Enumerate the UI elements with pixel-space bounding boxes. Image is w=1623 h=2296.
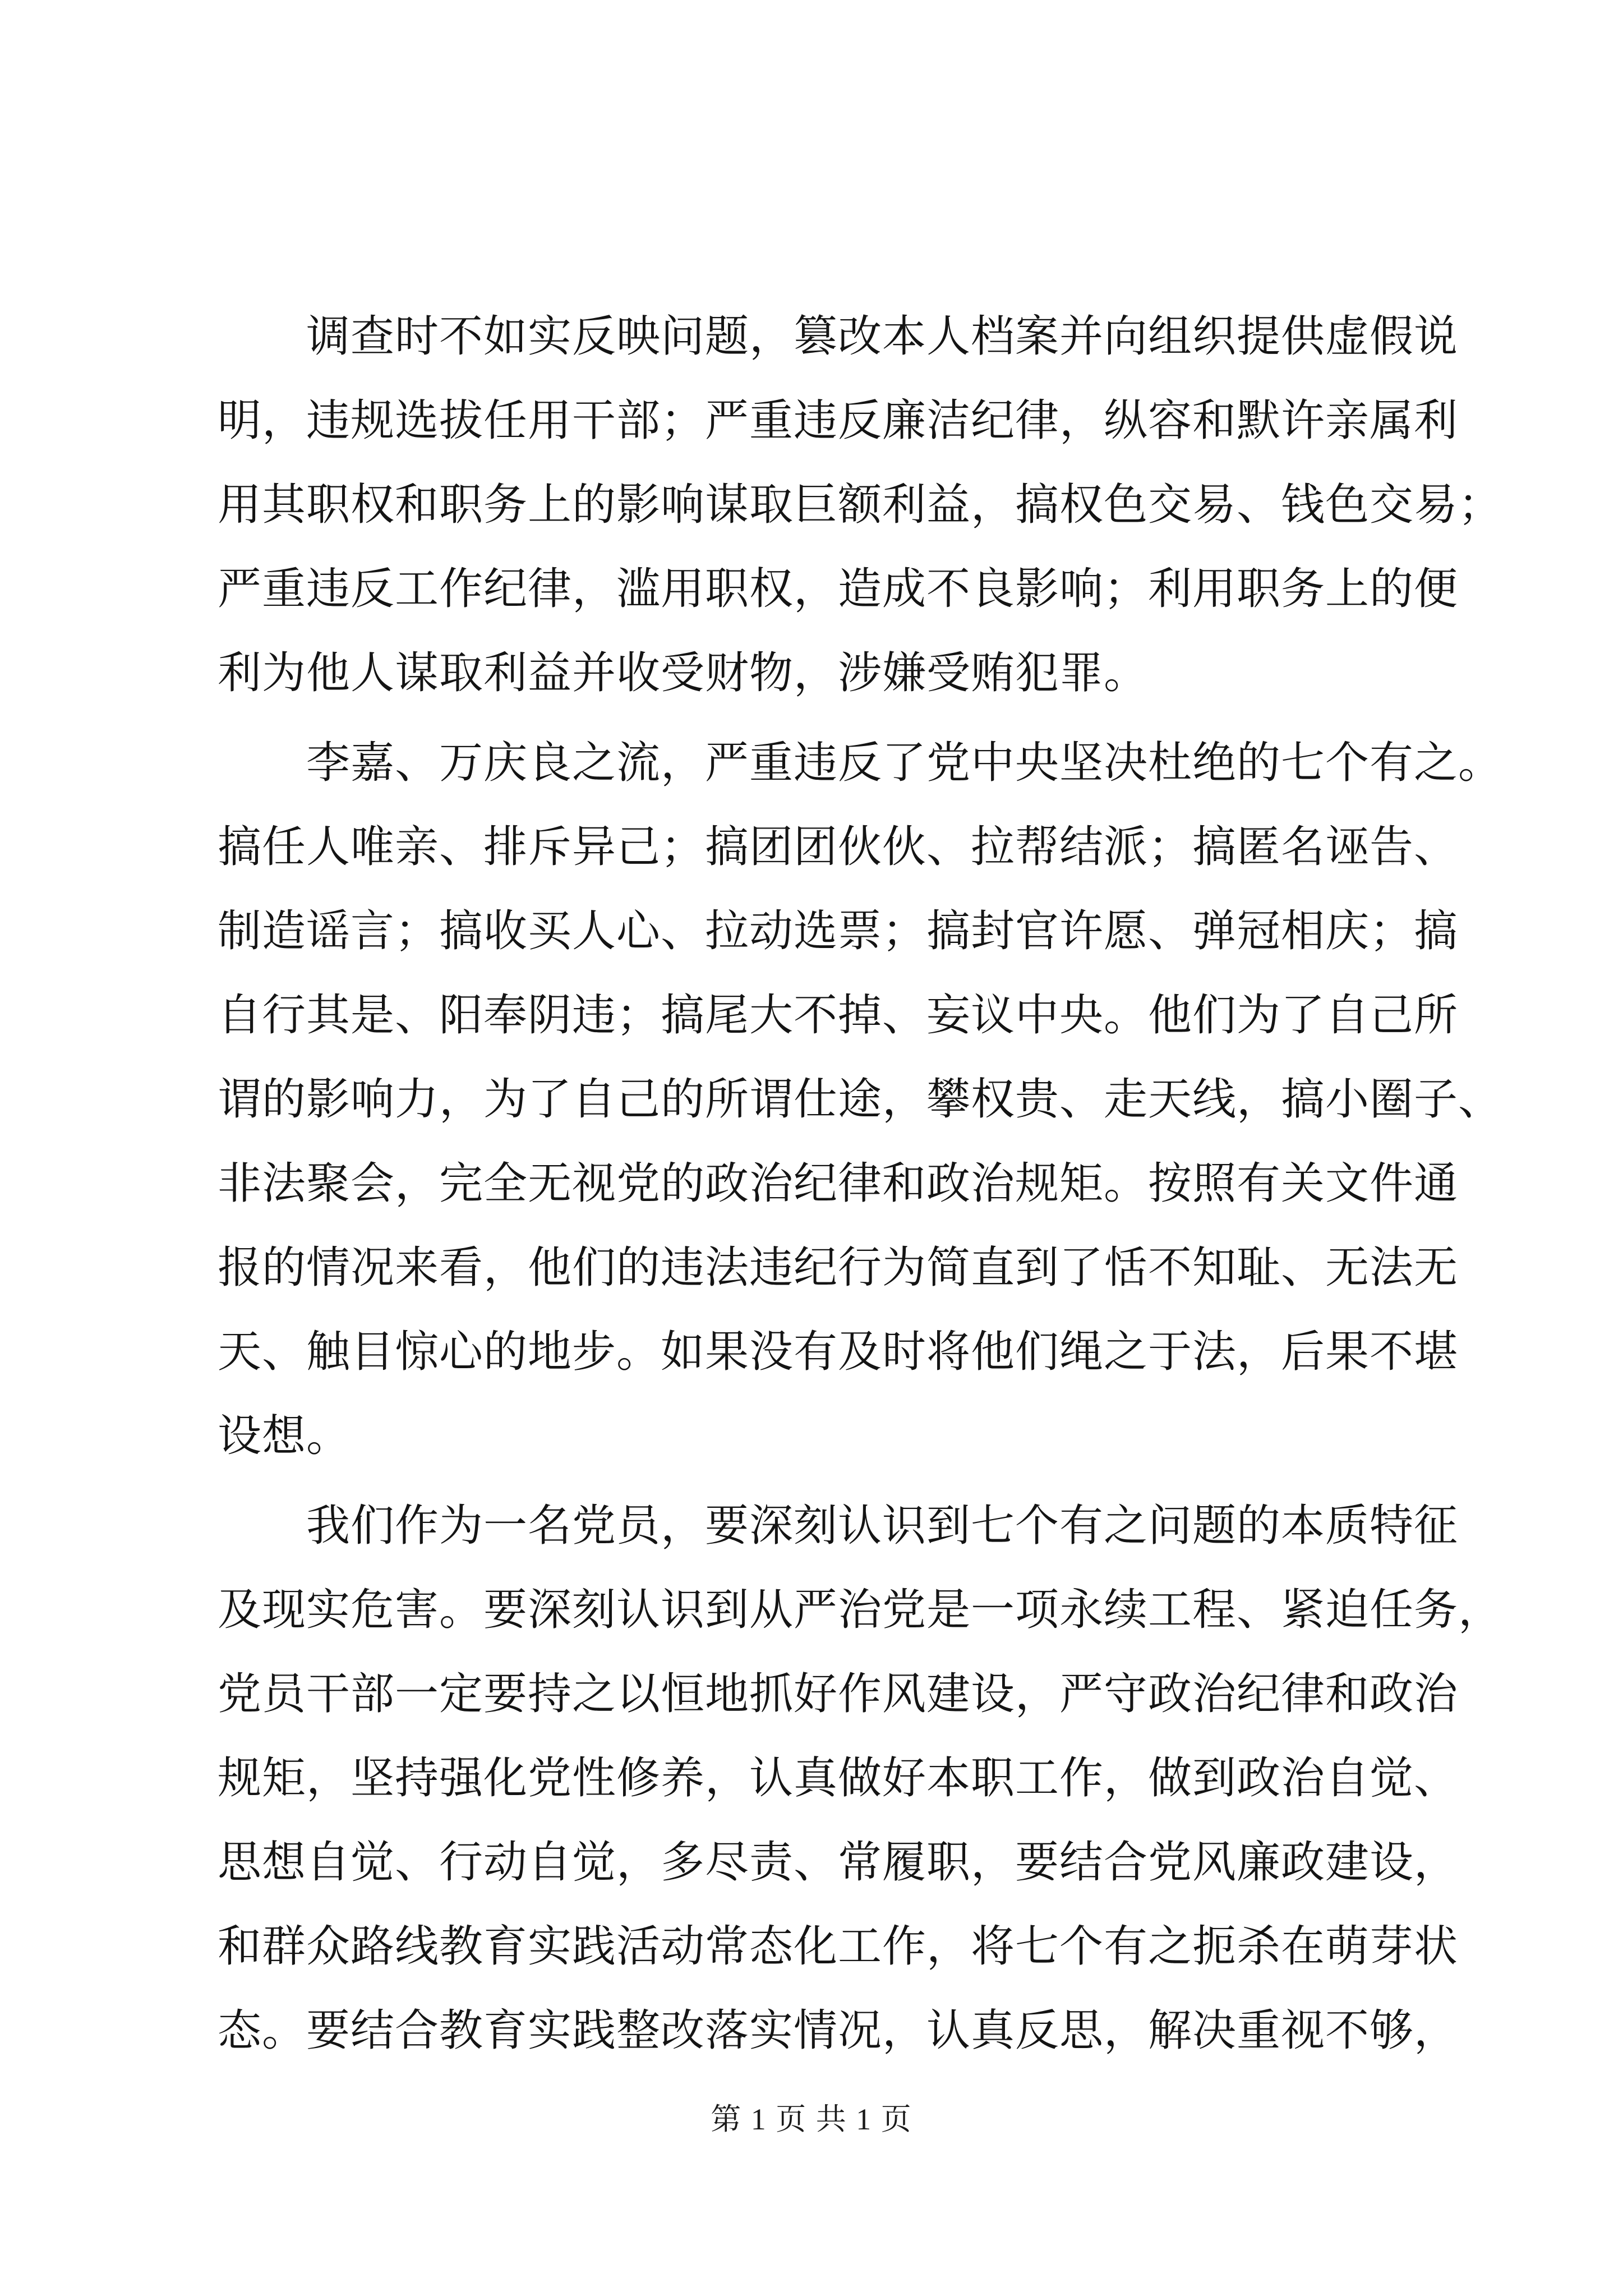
paragraph-3-line-3: 党员干部一定要持之以恒地抓好作风建设，严守政治纪律和政治 bbox=[218, 1669, 1459, 1719]
paragraph-2-line-3: 制造谣言；搞收买人心、拉动选票；搞封官许愿、弹冠相庆；搞 bbox=[218, 906, 1459, 956]
paragraph-3-line-5: 思想自觉、行动自觉，多尽责、常履职，要结合党风廉政建设， bbox=[218, 1837, 1459, 1888]
paragraph-3-line-4: 规矩，坚持强化党性修养，认真做好本职工作，做到政治自觉、 bbox=[218, 1753, 1459, 1803]
paragraph-3-line-2: 及现实危害。要深刻认识到从严治党是一项永续工程、紧迫任务， bbox=[218, 1585, 1503, 1635]
document-body bbox=[218, 295, 1503, 2073]
paragraph-1-line-3: 用其职权和职务上的影响谋取巨额利益，搞权色交易、钱色交易； bbox=[218, 480, 1503, 530]
paragraph-2-line-9: 设想。 bbox=[218, 1411, 351, 1461]
paragraph-2-line-8: 天、触目惊心的地步。如果没有及时将他们绳之于法，后果不堪 bbox=[218, 1327, 1459, 1377]
paragraph-2-line-7: 报的情况来看，他们的违法违纪行为简直到了恬不知耻、无法无 bbox=[218, 1243, 1459, 1293]
paragraph-2-line-1: 李嘉、万庆良之流，严重违反了党中央坚决杜绝的七个有之。 bbox=[306, 738, 1503, 788]
paragraph-1-line-5: 利为他人谋取利益并收受财物，涉嫌受贿犯罪。 bbox=[218, 648, 1149, 698]
paragraph-1-line-2: 明，违规选拔任用干部；严重违反廉洁纪律，纵容和默许亲属利 bbox=[218, 395, 1459, 446]
paragraph-1-line-1: 调查时不如实反映问题，篡改本人档案并向组织提供虚假说 bbox=[306, 311, 1459, 362]
paragraph-3-line-6: 和群众路线教育实践活动常态化工作，将七个有之扼杀在萌芽状 bbox=[218, 1921, 1459, 1972]
paragraph-2-line-5: 谓的影响力，为了自己的所谓仕途，攀权贵、走天线，搞小圈子、 bbox=[218, 1074, 1503, 1125]
page-footer: 第 1 页 共 1 页 bbox=[711, 2102, 912, 2136]
paragraph-2-line-6: 非法聚会，完全无视党的政治纪律和政治规矩。按照有关文件通 bbox=[218, 1158, 1459, 1209]
paragraph-1-line-4: 严重违反工作纪律，滥用职权，造成不良影响；利用职务上的便 bbox=[218, 564, 1459, 614]
paragraph-3-line-7: 态。要结合教育实践整改落实情况，认真反思，解决重视不够， bbox=[218, 2005, 1459, 2056]
paragraph-3-line-1: 我们作为一名党员，要深刻认识到七个有之问题的本质特征 bbox=[306, 1501, 1459, 1551]
paragraph-2-line-2: 搞任人唯亲、排斥异己；搞团团伙伙、拉帮结派；搞匿名诬告、 bbox=[218, 822, 1459, 872]
paragraph-2-line-4: 自行其是、阳奉阴违；搞尾大不掉、妄议中央。他们为了自己所 bbox=[218, 990, 1459, 1041]
